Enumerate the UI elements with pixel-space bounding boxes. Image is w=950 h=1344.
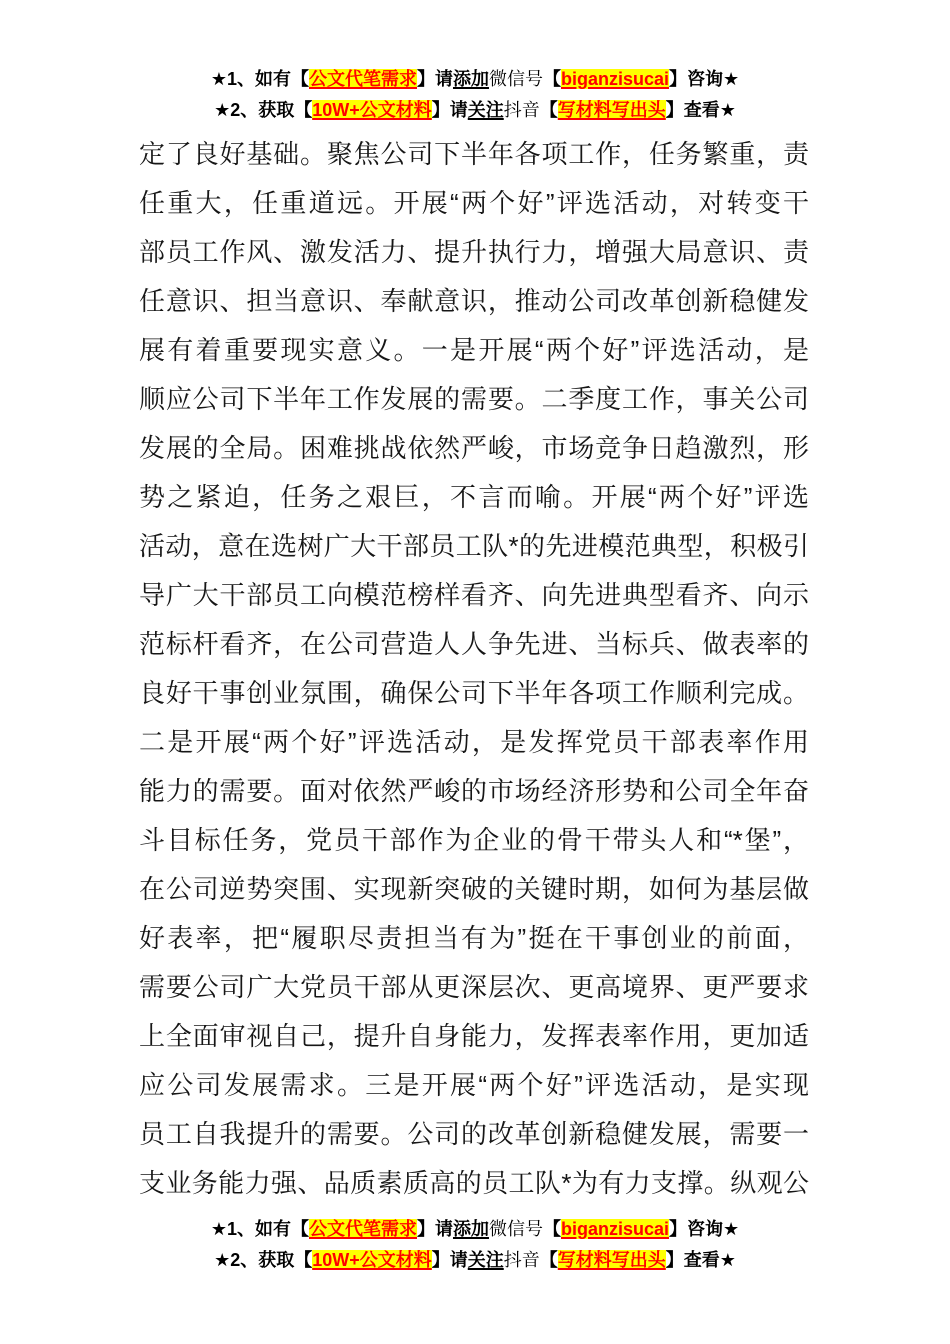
promo-highlight: biganzisucai (560, 1219, 670, 1239)
body-line: 在公司逆势突围、实现新突破的关键时期，如何为基层做 (139, 874, 809, 904)
promo-highlight: 写材料写出头 (557, 100, 666, 120)
promo-footer (0, 1214, 950, 1276)
promo-text: 关注 (467, 100, 504, 120)
promo-text: 】咨询★ (669, 1219, 740, 1239)
body-line: 应公司发展需求。三是开展“两个好”评选活动，是实现 (139, 1070, 809, 1100)
body-line: 部员工作风、激发活力、提升执行力，增强大局意识、责 (139, 237, 809, 267)
promo-text: 【 (542, 69, 561, 89)
promo-text: 【 (539, 1250, 558, 1270)
body-line: 活动，意在选树广大干部员工队*的先进模范典型，积极引 (139, 531, 809, 561)
body-line: 顺应公司下半年工作发展的需要。二季度工作，事关公司 (139, 384, 809, 414)
promo-highlight: 10W+公文材料 (312, 100, 432, 120)
promo-text: ★1、如有【 (210, 1219, 309, 1239)
body-line: 支业务能力强、品质素质高的员工队*为有力支撑。纵观公 (139, 1168, 809, 1198)
body-line: 范标杆看齐，在公司营造人人争先进、当标兵、做表率的 (139, 629, 809, 659)
body-line: 良好干事创业氛围，确保公司下半年各项工作顺利完成。 (139, 678, 809, 708)
promo-line (0, 64, 950, 95)
body-line: 需要公司广大党员干部从更深层次、更高境界、更严要求 (139, 972, 809, 1002)
promo-text: ★2、获取【 (214, 1250, 313, 1270)
promo-text: 】请 (431, 1250, 468, 1270)
promo-text: 添加 (452, 1219, 489, 1239)
body-line: 二是开展“两个好”评选活动，是发挥党员干部表率作用 (139, 727, 809, 757)
promo-text: 添加 (452, 69, 489, 89)
body-line: 好表率，把“履职尽责担当有为”挺在干事创业的前面， (139, 923, 809, 953)
promo-highlight: 公文代笔需求 (308, 1219, 417, 1239)
promo-text: ★1、如有【 (210, 69, 309, 89)
promo-line (0, 1214, 950, 1245)
body-line: 势之紧迫，任务之艰巨，不言而喻。开展“两个好”评选 (139, 482, 809, 512)
promo-line (0, 95, 950, 126)
body-line: 上全面审视自己，提升自身能力，发挥表率作用，更加适 (139, 1021, 809, 1051)
promo-header (0, 64, 950, 126)
promo-text: 】查看★ (665, 100, 736, 120)
promo-text: 【 (542, 1219, 561, 1239)
promo-line (0, 1245, 950, 1276)
promo-text: 】请 (416, 1219, 453, 1239)
promo-text: 】请 (416, 69, 453, 89)
promo-highlight: 公文代笔需求 (308, 69, 417, 89)
promo-text: 微信号 (488, 69, 543, 89)
body-line: 员工自我提升的需要。公司的改革创新稳健发展，需要一 (139, 1119, 809, 1149)
body-line: 斗目标任务，党员干部作为企业的骨干带头人和“*堡”， (139, 825, 809, 855)
promo-text: 关注 (467, 1250, 504, 1270)
body-line: 任意识、担当意识、奉献意识，推动公司改革创新稳健发 (139, 286, 809, 316)
document-body (139, 130, 809, 1208)
promo-highlight: biganzisucai (560, 69, 670, 89)
promo-highlight: 10W+公文材料 (312, 1250, 432, 1270)
body-line: 展有着重要现实意义。一是开展“两个好”评选活动，是 (139, 335, 809, 365)
body-line: 导广大干部员工向模范榜样看齐、向先进典型看齐、向示 (139, 580, 809, 610)
promo-text: 抖音 (503, 100, 540, 120)
promo-text: 【 (539, 100, 558, 120)
promo-text: 微信号 (488, 1219, 543, 1239)
promo-text: 】请 (431, 100, 468, 120)
body-line: 能力的需要。面对依然严峻的市场经济形势和公司全年奋 (139, 776, 809, 806)
body-line: 任重大，任重道远。开展“两个好”评选活动，对转变干 (139, 188, 809, 218)
body-line: 定了良好基础。聚焦公司下半年各项工作，任务繁重，责 (139, 139, 809, 169)
promo-text: 】查看★ (665, 1250, 736, 1270)
promo-highlight: 写材料写出头 (557, 1250, 666, 1270)
body-line: 发展的全局。困难挑战依然严峻，市场竞争日趋激烈，形 (139, 433, 809, 463)
promo-text: ★2、获取【 (214, 100, 313, 120)
promo-text: 抖音 (503, 1250, 540, 1270)
promo-text: 】咨询★ (669, 69, 740, 89)
